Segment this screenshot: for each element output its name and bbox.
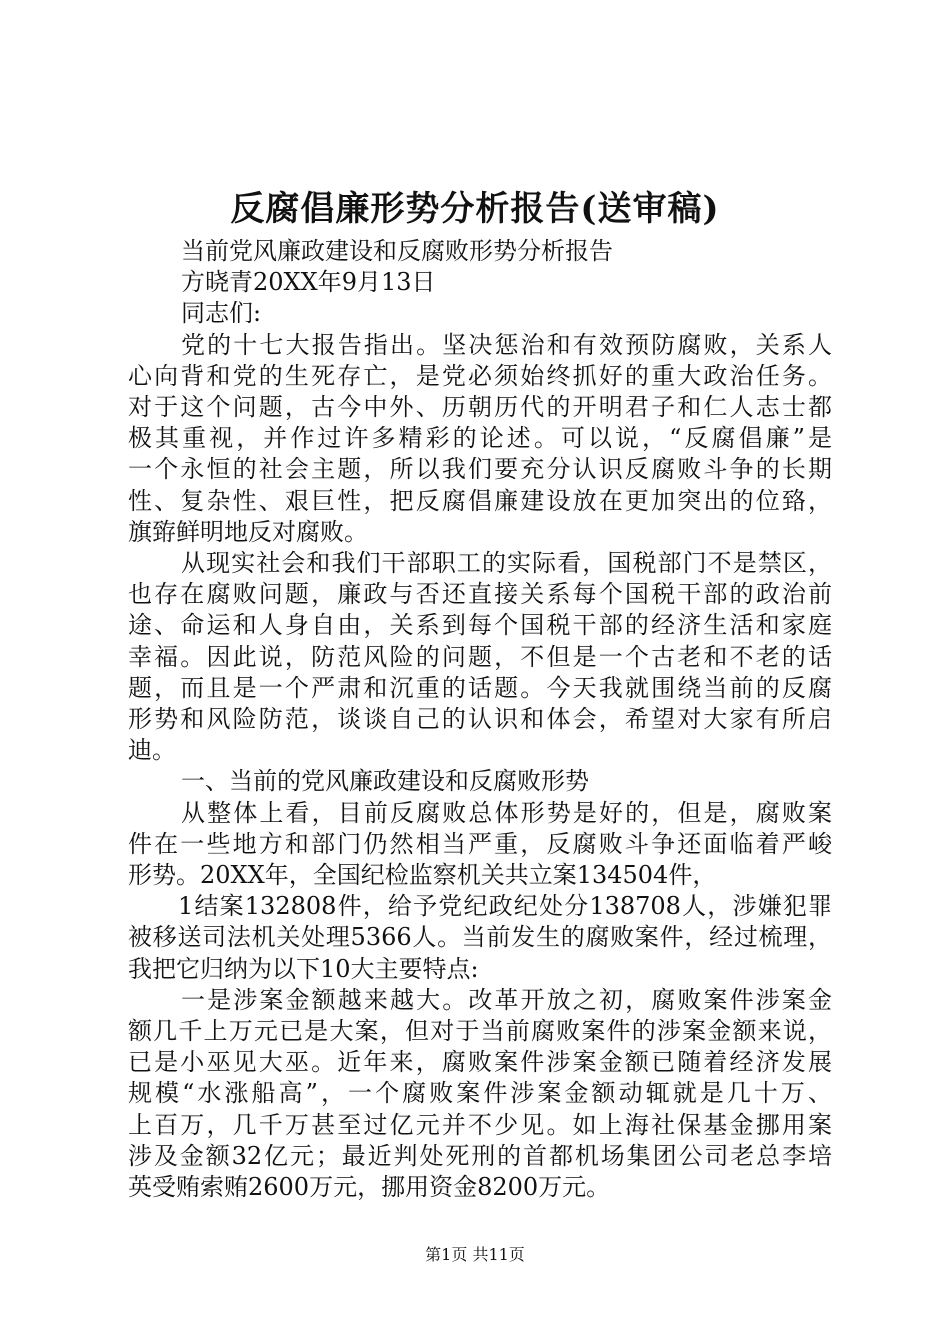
text-line: 涉及金额32亿元；最近判处死刑的首都机场集团公司老总李培 [128,1141,832,1170]
text-line: 途、命运和人身自由，关系到每个国税干部的经济生活和家庭 [128,611,832,640]
text-line: 一是涉案金额越来越大。改革开放之初，腐败案件涉案金 [181,985,832,1014]
text-line: 形势。20XX年，全国纪检监察机关共立案134504件， [128,861,717,890]
text-line: 我把它归纳为以下10大主要特点: [128,954,479,983]
document-title: 反腐倡廉形势分析报告(送审稿) [230,189,720,229]
text-line: 已是小巫见大巫。近年来，腐败案件涉案金额已随着经济发展 [128,1048,832,1077]
text-line: 党的十七大报告指出。坚决惩治和有效预防腐败，关系人 [181,330,832,359]
text-line: 英受贿索贿2600万元，挪用资金8200万元。 [128,1173,611,1202]
document-body [128,236,832,1203]
text-line: 从现实社会和我们干部职工的实际看，国税部门不是禁区， [181,549,832,578]
text-line: 题，而且是一个严肃和沉重的话题。今天我就围绕当前的反腐 [128,673,832,702]
text-line: 被移送司法机关处理5366人。当前发生的腐败案件，经过梳理， [128,923,832,952]
text-line: 上百万，几千万甚至过亿元并不少见。如上海社保基金挪用案 [128,1110,832,1139]
author-date-line: 方晓青20XX年9月13日 [181,268,436,297]
text-line: 一个永恒的社会主题，所以我们要充分认识反腐败斗争的长期 [128,455,832,484]
text-line: 幸福。因此说，防范风险的问题，不但是一个古老和不老的话 [128,642,832,671]
text-line: 从整体上看，目前反腐败总体形势是好的，但是，腐败案 [181,798,832,827]
text-line: 额几千上万元已是大案，但对于当前腐败案件的涉案金额来说， [128,1017,832,1046]
text-line: 件在一些地方和部门仍然相当严重，反腐败斗争还面临着严峻 [128,829,832,858]
salutation-line: 同志们: [181,299,262,328]
subtitle-line: 当前党风廉政建设和反腐败形势分析报告 [181,237,613,265]
section-heading: 一、当前的党风廉政建设和反腐败形势 [181,767,589,796]
text-line: 迪。 [128,736,176,765]
page-number-footer: 第1页 共11页 [425,1245,525,1264]
text-line: 心向背和党的生死存亡，是党必须始终抓好的重大政治任务。 [128,361,832,390]
text-line: 对于这个问题，古今中外、历朝历代的开明君子和仁人志士都 [128,393,832,422]
text-line: 规模“水涨船高”，一个腐败案件涉案金额动辄就是几十万、 [128,1079,832,1108]
text-line: 性、复杂性、艰巨性，把反腐倡廉建设放在更加突出的位臵， [128,486,832,515]
text-line: 也存在腐败问题，廉政与否还直接关系每个国税干部的政治前 [128,580,832,609]
text-line: 形势和风险防范，谈谈自己的认识和体会，希望对大家有所启 [128,705,832,734]
text-line: 旗臶鲜明地反对腐败。 [128,517,368,546]
text-line: 1结案132808件，给予党纪政纪处分138708人，涉嫌犯罪 [178,892,832,921]
text-line: 极其重视，并作过许多精彩的论述。可以说，“反腐倡廉”是 [128,424,832,453]
